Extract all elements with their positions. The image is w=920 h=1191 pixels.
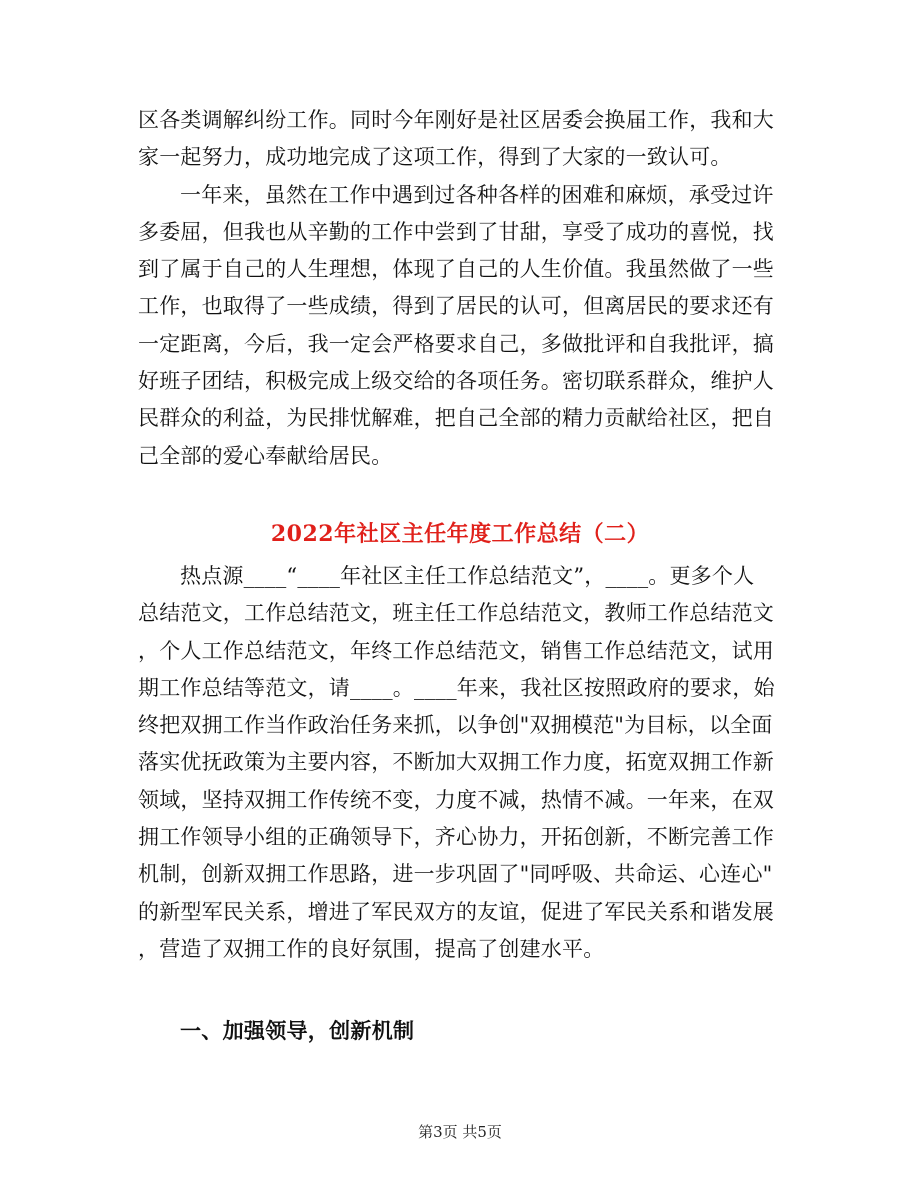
body-line: 终把双拥工作当作政治任务来抓，以争创"双拥模范"为目标，以全面 (138, 713, 773, 738)
body-line: 工作，也取得了一些成绩，得到了居民的认可，但离居民的要求还有 (138, 294, 774, 319)
body-line: 期工作总结等范文，请____。____年来，我社区按照政府的要求，始 (138, 675, 775, 700)
body-section-2 (138, 558, 783, 968)
body-line: 拥工作领导小组的正确领导下，齐心协力，开拓创新，不断完善工作 (138, 825, 774, 850)
body-line: ，个人工作总结范文，年终工作总结范文，销售工作总结范文，试用 (138, 638, 774, 663)
body-line: 区各类调解纠纷工作。同时今年刚好是社区居委会换届工作，我和大 (138, 108, 774, 132)
body-line: 落实优抚政策为主要内容，不断加大双拥工作力度，拓宽双拥工作新 (138, 750, 774, 775)
body-line: 一定距离，今后，我一定会严格要求自己，多做批评和自我批评，搞 (138, 331, 774, 356)
body-line: 民群众的利益，为民排忧解难，把自己全部的精力贡献给社区，把自 (138, 406, 774, 431)
page-number-footer: 第3页 共5页 (418, 1123, 502, 1141)
paragraph-start-line: 热点源____“____年社区主任工作总结范文”，____。更多个人 (180, 564, 755, 588)
paragraph-start-line: 一年来，虽然在工作中遇到过各种各样的困难和麻烦，承受过许 (180, 182, 774, 207)
body-line: 到了属于自己的人生理想，体现了自己的人生价值。我虽然做了一些 (138, 257, 774, 282)
body-line: 机制，创新双拥工作思路，进一步巩固了"同呼吸、共命运、心连心" (138, 862, 773, 887)
body-section-1 (138, 102, 783, 475)
body-line: ，营造了双拥工作的良好氛围，提高了创建水平。 (138, 936, 605, 961)
body-line: 总结范文，工作总结范文，班主任工作总结范文，教师工作总结范文 (138, 601, 774, 626)
body-line: 的新型军民关系，增进了军民双方的友谊，促进了军民关系和谐发展 (138, 899, 774, 924)
body-line: 好班子团结，积极完成上级交给的各项任务。密切联系群众，维护人 (138, 369, 774, 394)
body-line: 领域，坚持双拥工作传统不变，力度不减，热情不减。一年来，在双 (138, 787, 774, 812)
body-line: 家一起努力，成功地完成了这项工作，得到了大家的一致认可。 (138, 145, 732, 170)
body-line: 多委屈，但我也从辛勤的工作中尝到了甘甜，享受了成功的喜悦，找 (138, 219, 774, 244)
body-line: 己全部的爱心奉献给居民。 (138, 443, 393, 468)
subsection-heading: 一、加强领导，创新机制 (180, 1018, 415, 1043)
section-title: 2022年社区主任年度工作总结（二） (270, 521, 650, 547)
